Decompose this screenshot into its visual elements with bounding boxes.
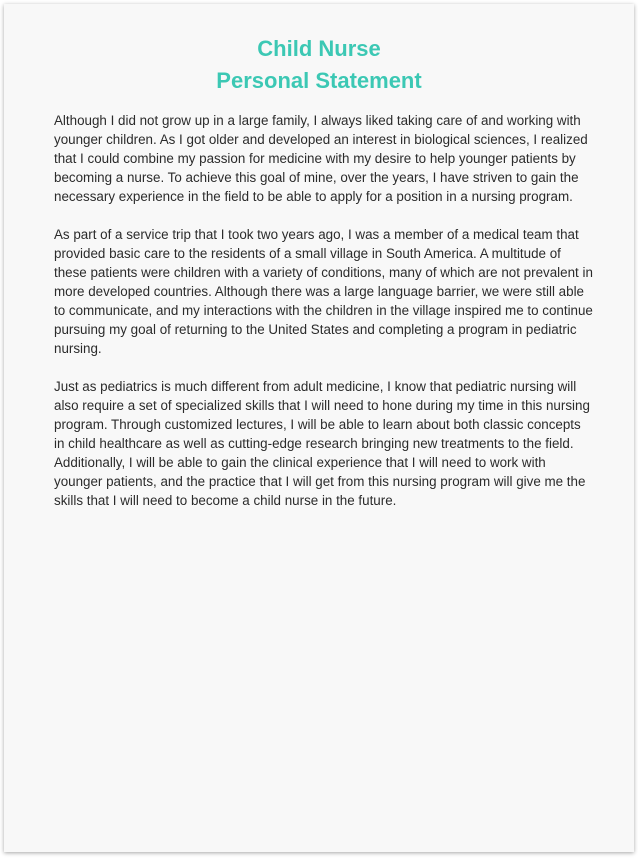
paragraph-2: As part of a service trip that I took two years ago, I was a member of a medical team that provided basic care to the residents of a small village in South America. A multitude of these patients were children with a variety of conditions, many of which are not prevalent in more developed countries. Although there was a large language barrier, we were still able to communicate, and my interactions with the children in the village inspired me to continue pursuing my goal of returning to the United States and completing a program in pediatric nursing.: [54, 227, 593, 356]
document-page: [4, 4, 634, 852]
statement-body: [54, 111, 594, 529]
title-line-2: Personal Statement: [216, 68, 422, 93]
paragraph-1: Although I did not grow up in a large family, I always liked taking care of and working with younger children. As I got older and developed an interest in biological sciences, I realized that I could combine my passion for medicine with my desire to help younger patients by becoming a nurse. To achieve this goal of mine, over the years, I have striven to gain the necessary experience in the field to be able to apply for a position in a nursing program.: [54, 113, 588, 204]
paragraph-3: Just as pediatrics is much different from adult medicine, I know that pediatric nursing will also require a set of specialized skills that I will need to hone during my time in this nursing program. Through customized lectures, I will be able to learn about both classic concepts in child healthcare as well as cutting-edge research bringing new treatments to the field. Additionally, I will be able to gain the clinical experience that I will need to work with younger patients, and the practice that I will get from this nursing program will give me the skills that I will need to become a child nurse in the future.: [54, 379, 590, 508]
title-line-1: Child Nurse: [257, 36, 381, 61]
page-title: [4, 4, 634, 97]
